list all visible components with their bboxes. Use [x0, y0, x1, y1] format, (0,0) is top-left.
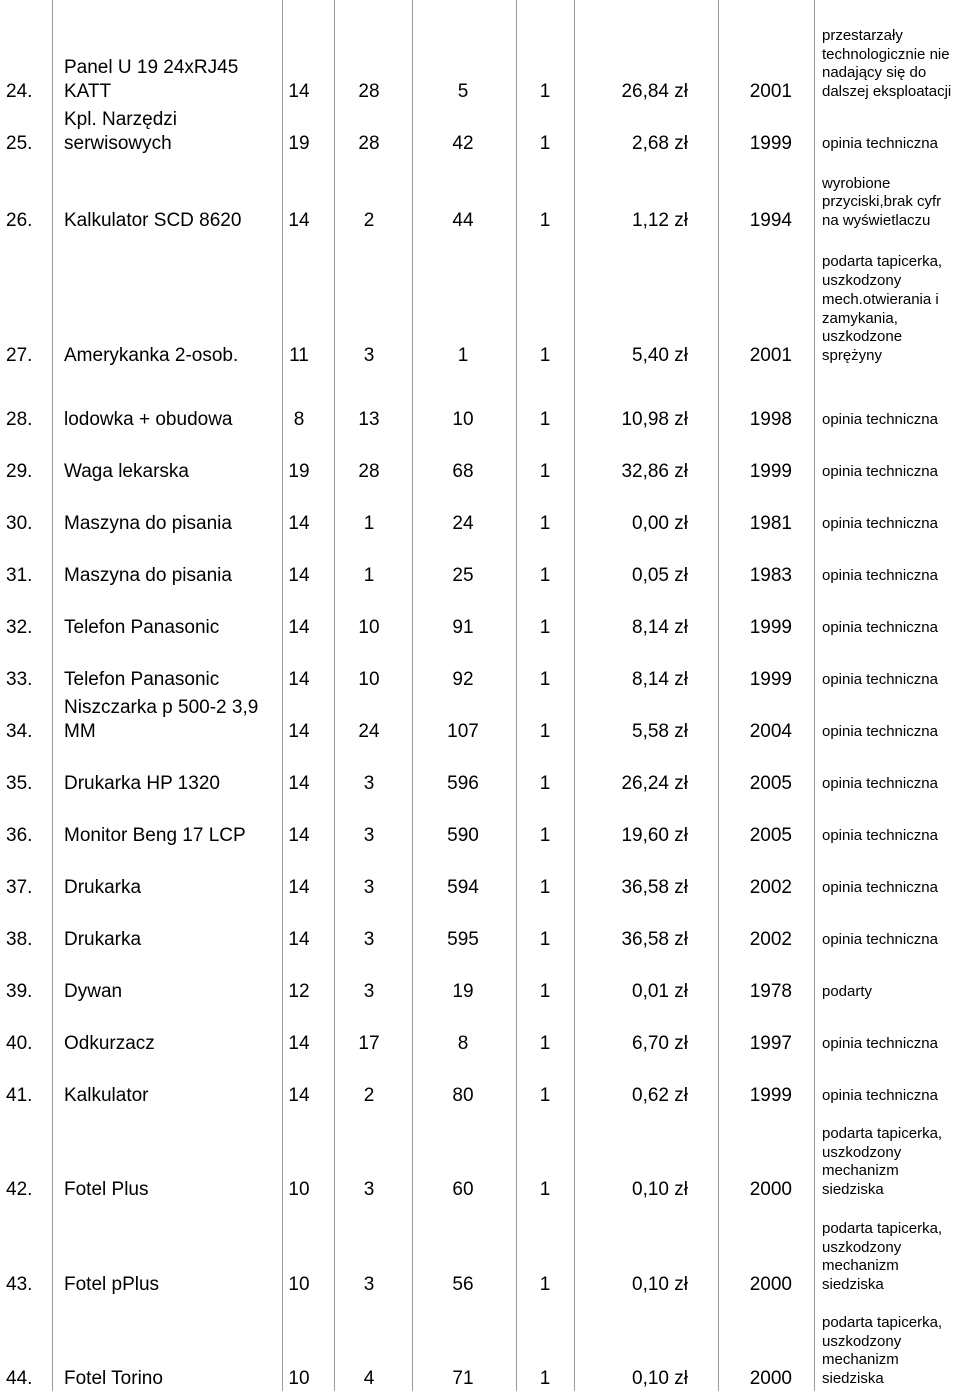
item-name: Niszczarka p 500-2 3,9 MM — [64, 697, 259, 742]
quantity-value: 1 — [539, 1085, 551, 1106]
quantity-value: 1 — [539, 1033, 551, 1054]
col-b-value: 3 — [363, 825, 375, 846]
row-number: 44. — [6, 1368, 33, 1389]
col-b-value: 3 — [363, 929, 375, 950]
col-c-value: 19 — [452, 981, 474, 1002]
quantity-value: 1 — [539, 409, 551, 430]
row-number: 43. — [6, 1274, 33, 1295]
table-row — [0, 432, 960, 484]
table-row — [0, 368, 960, 432]
col-c-value: 595 — [447, 929, 479, 950]
quantity-value: 1 — [539, 721, 551, 742]
value-amount: 8,14 zł — [632, 669, 688, 690]
col-c-value: 10 — [452, 409, 474, 430]
quantity-value: 1 — [539, 81, 551, 102]
value-amount: 36,58 zł — [621, 877, 688, 898]
col-a-value: 14 — [288, 210, 310, 231]
note-text: opinia techniczna — [822, 827, 938, 845]
note-text: opinia techniczna — [822, 619, 938, 637]
year-value: 2002 — [749, 877, 792, 898]
value-amount: 26,84 zł — [621, 81, 688, 102]
value-amount: 32,86 zł — [621, 461, 688, 482]
table-row — [0, 1202, 960, 1297]
value-amount: 5,58 zł — [632, 721, 688, 742]
quantity-value: 1 — [539, 565, 551, 586]
year-value: 1981 — [749, 513, 792, 534]
col-b-value: 3 — [363, 1274, 375, 1295]
col-b-value: 3 — [363, 981, 375, 1002]
value-amount: 26,24 zł — [621, 773, 688, 794]
table-row — [0, 0, 960, 104]
item-name: Fotel pPlus — [64, 1274, 160, 1295]
row-number: 28. — [6, 409, 33, 430]
table-row — [0, 104, 960, 156]
year-value: 1998 — [749, 409, 792, 430]
table-row — [0, 536, 960, 588]
year-value: 1997 — [749, 1033, 792, 1054]
year-value: 2001 — [749, 81, 792, 102]
row-number: 41. — [6, 1085, 33, 1106]
col-c-value: 1 — [457, 345, 469, 366]
col-a-value: 11 — [289, 345, 309, 366]
col-c-value: 80 — [452, 1085, 474, 1106]
note-text: opinia techniczna — [822, 931, 938, 949]
value-amount: 2,68 zł — [632, 133, 688, 154]
item-name: Panel U 19 24xRJ45 KATT — [64, 57, 239, 102]
note-text: opinia techniczna — [822, 879, 938, 897]
year-value: 2002 — [749, 929, 792, 950]
value-amount: 6,70 zł — [632, 1033, 688, 1054]
col-a-value: 12 — [288, 981, 310, 1002]
value-amount: 0,10 zł — [632, 1274, 688, 1295]
quantity-value: 1 — [539, 1179, 551, 1200]
col-c-value: 92 — [452, 669, 474, 690]
quantity-value: 1 — [539, 617, 551, 638]
note-text: opinia techniczna — [822, 1087, 938, 1105]
col-b-value: 24 — [358, 721, 380, 742]
item-name: Telefon Panasonic — [64, 617, 220, 638]
quantity-value: 1 — [539, 929, 551, 950]
col-b-value: 1 — [363, 565, 375, 586]
row-number: 42. — [6, 1179, 33, 1200]
col-b-value: 3 — [363, 1179, 375, 1200]
col-a-value: 19 — [288, 133, 310, 154]
year-value: 2000 — [749, 1368, 792, 1389]
col-a-value: 14 — [288, 877, 310, 898]
col-b-value: 13 — [358, 409, 380, 430]
col-a-value: 14 — [288, 1033, 310, 1054]
col-b-value: 3 — [363, 877, 375, 898]
col-c-value: 42 — [452, 133, 474, 154]
value-amount: 36,58 zł — [621, 929, 688, 950]
row-number: 38. — [6, 929, 33, 950]
col-a-value: 14 — [288, 513, 310, 534]
col-c-value: 91 — [452, 617, 474, 638]
item-name: Drukarka — [64, 929, 142, 950]
value-amount: 8,14 zł — [632, 617, 688, 638]
col-a-value: 10 — [288, 1368, 310, 1389]
col-c-value: 107 — [447, 721, 479, 742]
value-amount: 5,40 zł — [632, 345, 688, 366]
table-row — [0, 744, 960, 796]
table-row — [0, 1004, 960, 1056]
note-text: podarty — [822, 983, 873, 1001]
col-b-value: 10 — [358, 617, 380, 638]
table-row — [0, 796, 960, 848]
col-b-value: 4 — [363, 1368, 375, 1389]
item-name: Telefon Panasonic — [64, 669, 220, 690]
item-name: Kalkulator — [64, 1085, 149, 1106]
col-c-value: 596 — [447, 773, 479, 794]
col-c-value: 68 — [452, 461, 474, 482]
col-b-value: 2 — [363, 210, 375, 231]
note-text: opinia techniczna — [822, 567, 938, 585]
col-c-value: 71 — [452, 1368, 474, 1389]
row-number: 31. — [6, 565, 33, 586]
col-a-value: 19 — [288, 461, 310, 482]
table-row — [0, 640, 960, 692]
col-c-value: 5 — [457, 81, 469, 102]
col-b-value: 10 — [358, 669, 380, 690]
quantity-value: 1 — [539, 210, 551, 231]
item-name: Fotel Torino — [64, 1368, 163, 1389]
quantity-value: 1 — [539, 1274, 551, 1295]
row-number: 32. — [6, 617, 33, 638]
quantity-value: 1 — [539, 133, 551, 154]
item-name: Maszyna do pisania — [64, 513, 232, 534]
note-text: opinia techniczna — [822, 515, 938, 533]
note-text: wyrobione przyciski,brak cyfr na wyświetlaczu — [822, 174, 942, 230]
item-name: Odkurzacz — [64, 1033, 155, 1054]
value-amount: 1,12 zł — [632, 210, 688, 231]
table-row — [0, 1297, 960, 1391]
item-name: Amerykanka 2-osob. — [64, 345, 239, 366]
col-c-value: 594 — [447, 877, 479, 898]
year-value: 1999 — [749, 669, 792, 690]
note-text: opinia techniczna — [822, 775, 938, 793]
col-a-value: 14 — [288, 773, 310, 794]
item-name: Maszyna do pisania — [64, 565, 232, 586]
col-a-value: 14 — [288, 669, 310, 690]
item-name: Fotel Plus — [64, 1179, 149, 1200]
table-row — [0, 900, 960, 952]
col-a-value: 10 — [288, 1274, 310, 1295]
item-name: Waga lekarska — [64, 461, 189, 482]
year-value: 2000 — [749, 1274, 792, 1295]
table-row — [0, 156, 960, 233]
quantity-value: 1 — [539, 825, 551, 846]
row-number: 26. — [6, 210, 33, 231]
col-a-value: 14 — [288, 81, 310, 102]
value-amount: 10,98 zł — [621, 409, 688, 430]
year-value: 2005 — [749, 773, 792, 794]
table-row — [0, 588, 960, 640]
col-c-value: 24 — [452, 513, 474, 534]
row-number: 29. — [6, 461, 33, 482]
note-text: przestarzały technologicznie nie nadający się do dalszej eksploatacji — [822, 26, 952, 101]
year-value: 1983 — [749, 565, 792, 586]
year-value: 1994 — [749, 210, 792, 231]
year-value: 1999 — [749, 1085, 792, 1106]
col-b-value: 1 — [363, 513, 375, 534]
item-name: lodowka + obudowa — [64, 409, 233, 430]
item-name: Kpl. Narzędzi serwisowych — [64, 109, 177, 154]
item-name: Drukarka — [64, 877, 142, 898]
item-name: Dywan — [64, 981, 123, 1002]
col-a-value: 8 — [293, 409, 305, 430]
note-text: podarta tapicerka, uszkodzony mechanizm siedziska — [822, 1124, 943, 1199]
table-row — [0, 233, 960, 368]
table-row — [0, 848, 960, 900]
value-amount: 0,00 zł — [632, 513, 688, 534]
value-amount: 0,01 zł — [632, 981, 688, 1002]
table-row — [0, 692, 960, 744]
table-row — [0, 952, 960, 1004]
row-number: 36. — [6, 825, 33, 846]
quantity-value: 1 — [539, 981, 551, 1002]
note-text: opinia techniczna — [822, 723, 938, 741]
year-value: 1999 — [749, 617, 792, 638]
year-value: 2005 — [749, 825, 792, 846]
col-c-value: 60 — [452, 1179, 474, 1200]
quantity-value: 1 — [539, 669, 551, 690]
col-c-value: 56 — [452, 1274, 474, 1295]
year-value: 2001 — [749, 345, 792, 366]
value-amount: 0,10 zł — [632, 1179, 688, 1200]
item-name: Kalkulator SCD 8620 — [64, 210, 242, 231]
value-amount: 0,05 zł — [632, 565, 688, 586]
value-amount: 0,62 zł — [632, 1085, 688, 1106]
row-number: 30. — [6, 513, 33, 534]
col-a-value: 14 — [288, 929, 310, 950]
year-value: 1978 — [749, 981, 792, 1002]
table-row — [0, 1056, 960, 1108]
year-value: 2004 — [749, 721, 792, 742]
col-a-value: 14 — [288, 565, 310, 586]
row-number: 37. — [6, 877, 33, 898]
item-name: Monitor Beng 17 LCP — [64, 825, 246, 846]
col-a-value: 10 — [288, 1179, 310, 1200]
col-b-value: 28 — [358, 461, 380, 482]
value-amount: 19,60 zł — [621, 825, 688, 846]
quantity-value: 1 — [539, 877, 551, 898]
value-amount: 0,10 zł — [632, 1368, 688, 1389]
col-b-value: 17 — [358, 1033, 380, 1054]
quantity-value: 1 — [539, 461, 551, 482]
col-c-value: 44 — [452, 210, 474, 231]
note-text: opinia techniczna — [822, 411, 938, 429]
col-a-value: 14 — [288, 1085, 310, 1106]
col-b-value: 3 — [363, 345, 375, 366]
row-number: 34. — [6, 721, 33, 742]
year-value: 1999 — [749, 461, 792, 482]
col-a-value: 14 — [288, 617, 310, 638]
table-row — [0, 1108, 960, 1202]
year-value: 2000 — [749, 1179, 792, 1200]
note-text: opinia techniczna — [822, 671, 938, 689]
row-number: 33. — [6, 669, 33, 690]
row-number: 25. — [6, 133, 33, 154]
quantity-value: 1 — [539, 1368, 551, 1389]
col-b-value: 3 — [363, 773, 375, 794]
table-row — [0, 484, 960, 536]
col-c-value: 25 — [452, 565, 474, 586]
row-number: 39. — [6, 981, 33, 1002]
item-name: Drukarka HP 1320 — [64, 773, 220, 794]
year-value: 1999 — [749, 133, 792, 154]
note-text: opinia techniczna — [822, 1035, 938, 1053]
row-number: 24. — [6, 81, 33, 102]
quantity-value: 1 — [539, 513, 551, 534]
row-number: 27. — [6, 345, 33, 366]
col-c-value: 8 — [457, 1033, 469, 1054]
col-b-value: 28 — [358, 133, 380, 154]
col-c-value: 590 — [447, 825, 479, 846]
col-b-value: 28 — [358, 81, 380, 102]
note-text: opinia techniczna — [822, 463, 938, 481]
quantity-value: 1 — [539, 345, 551, 366]
note-text: podarta tapicerka, uszkodzony mech.otwierania i zamykania, uszkodzone sprężyny — [822, 253, 943, 365]
note-text: podarta tapicerka, uszkodzony mechanizm siedziska — [822, 1313, 943, 1388]
note-text: opinia techniczna — [822, 135, 938, 153]
col-b-value: 2 — [363, 1085, 375, 1106]
quantity-value: 1 — [539, 773, 551, 794]
note-text: podarta tapicerka, uszkodzony mechanizm siedziska — [822, 1219, 943, 1294]
col-a-value: 14 — [288, 825, 310, 846]
row-number: 40. — [6, 1033, 33, 1054]
col-a-value: 14 — [288, 721, 310, 742]
row-number: 35. — [6, 773, 33, 794]
